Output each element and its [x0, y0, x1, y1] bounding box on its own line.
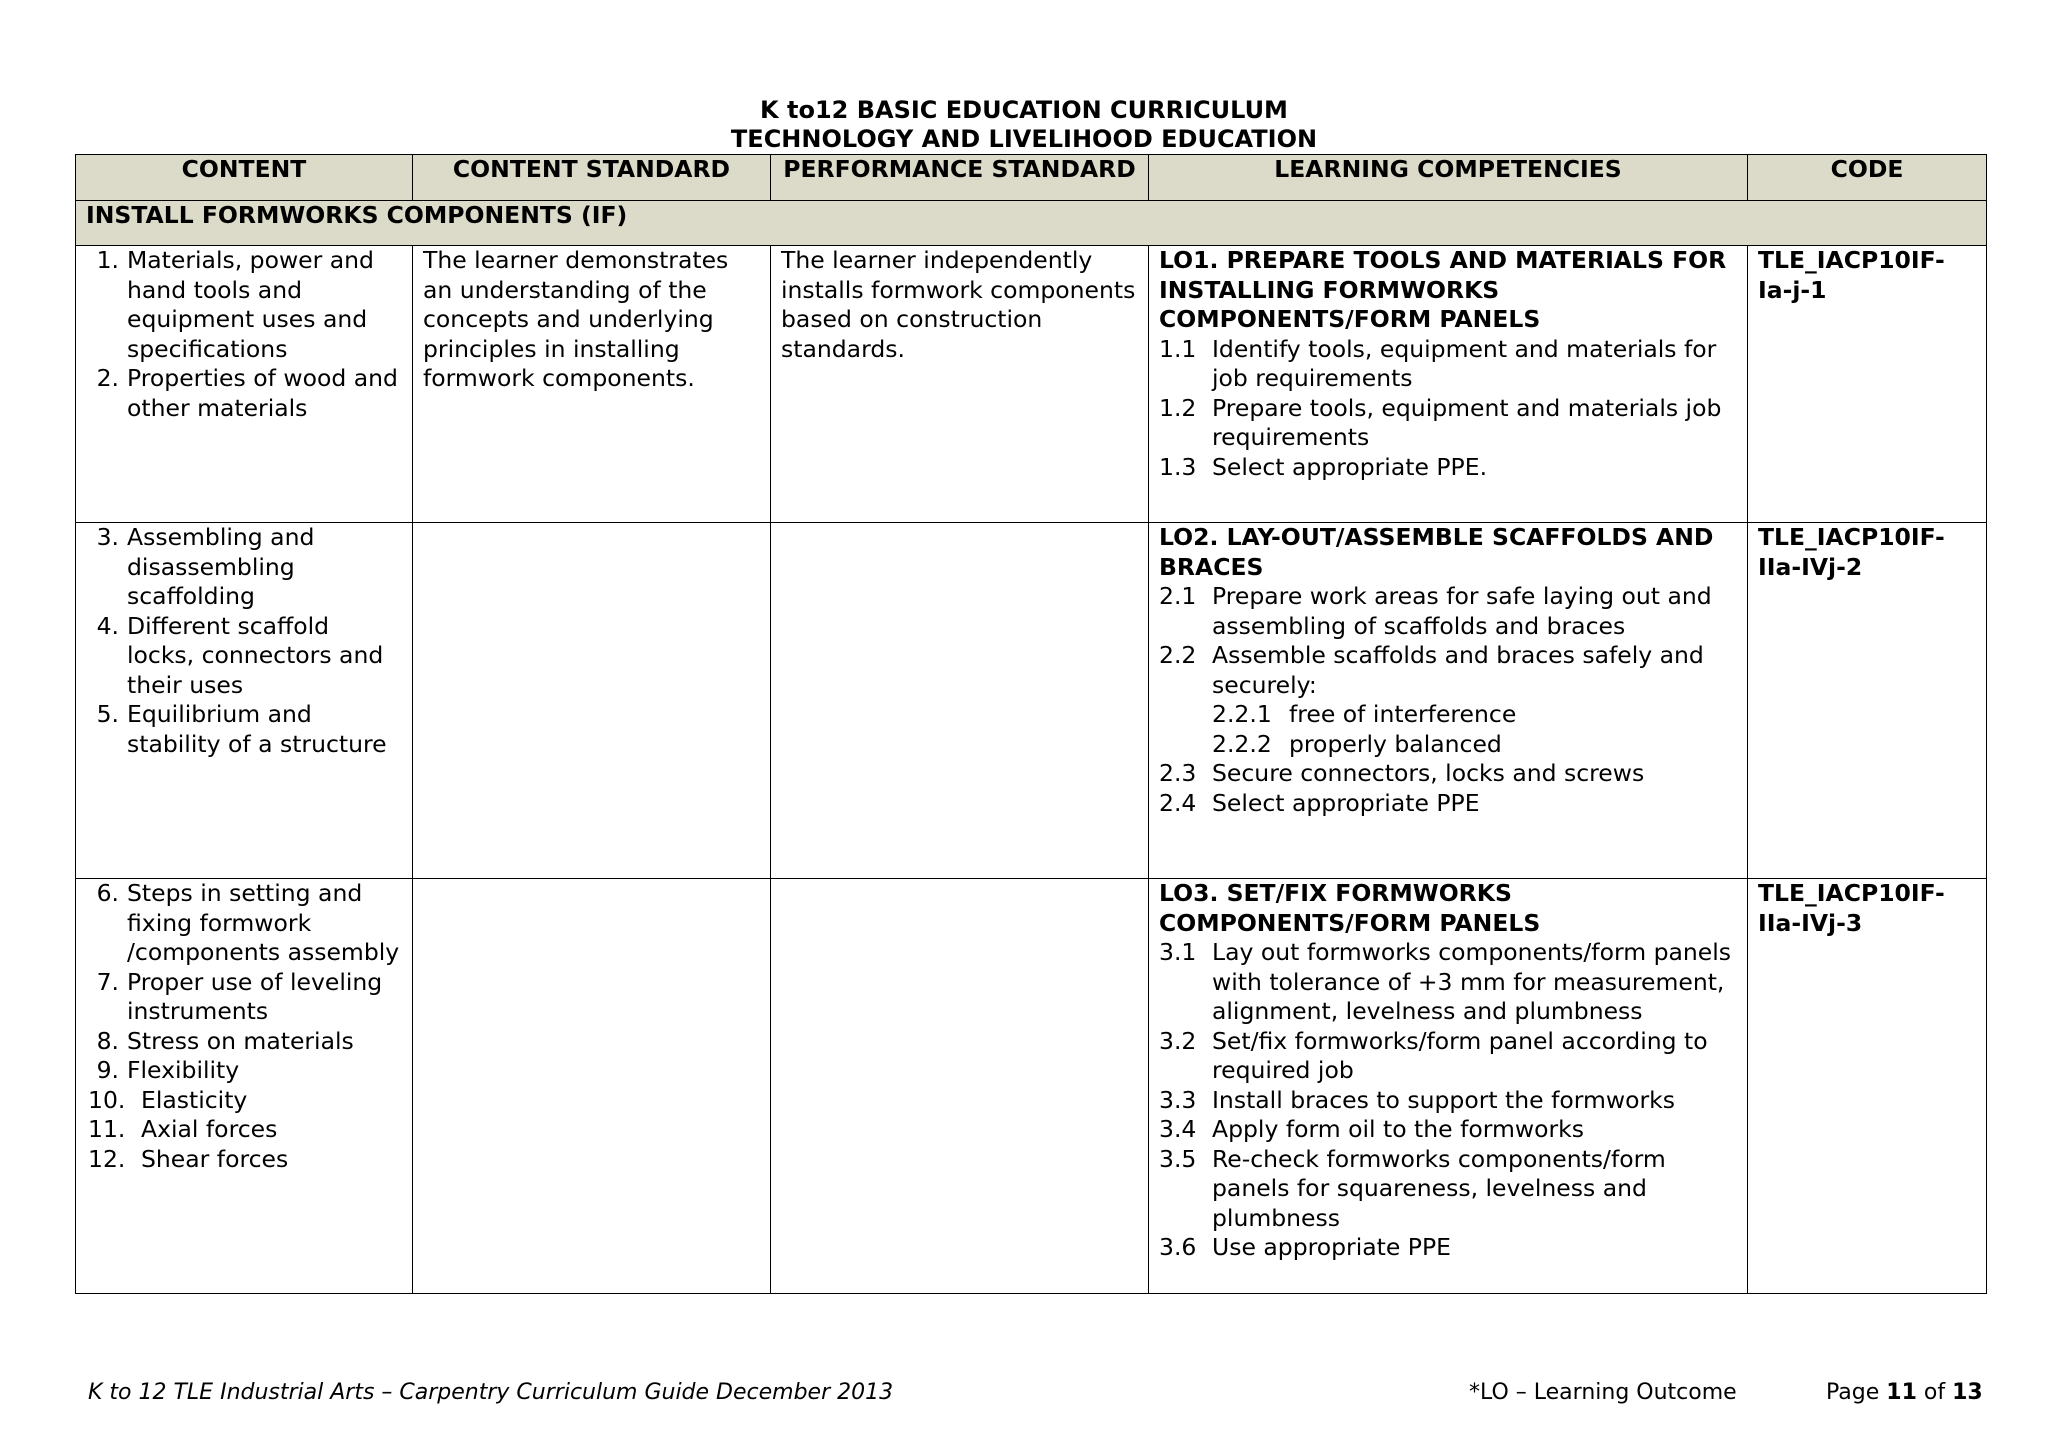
col-header-learning-competencies: LEARNING COMPETENCIES — [1149, 155, 1748, 201]
header-row — [76, 155, 1987, 201]
competency-item: 3.3 Install braces to support the formworks — [1159, 1085, 1675, 1114]
code-cell: TLE_IACP10IF-IIa-IVj-3 — [1748, 879, 1987, 1294]
curriculum-title: K to12 BASIC EDUCATION CURRICULUM — [760, 96, 1288, 124]
competency-item: 1.1 Identify tools, equipment and materials for job requirements — [1159, 334, 1717, 392]
content-item: 8. Stress on materials — [96, 1026, 354, 1055]
lo-title: LO3. SET/FIX FORMWORKS COMPONENTS/FORM PANELS — [1159, 879, 1541, 937]
competencies-cell — [1149, 879, 1748, 1294]
performance-standard-cell — [771, 879, 1149, 1294]
content-item: 9. Flexibility — [96, 1056, 240, 1084]
content-item: 7. Proper use of leveling instruments — [96, 967, 383, 1025]
footer-lo-note: *LO – Learning Outcome — [1469, 1380, 1737, 1405]
content-cell — [76, 246, 413, 523]
competency-item: 3.5 Re-check formworks components/form panels for squareness, levelness and plumbness — [1159, 1144, 1666, 1232]
col-header-code: CODE — [1748, 155, 1987, 201]
competency-item: 1.3 Select appropriate PPE. — [1159, 452, 1488, 481]
content-item: 12. Shear forces — [88, 1144, 289, 1173]
content-cell — [76, 523, 413, 879]
competency-item: 3.1 Lay out formworks components/form panels with tolerance of +3 mm for measurement, alignment, levelness and plumbness — [1159, 938, 1732, 1025]
table-row — [76, 879, 1987, 1294]
content-item: 1. Materials, power and hand tools and equipment uses and specifications — [96, 246, 374, 363]
content-standard-cell: The learner demonstrates an understanding of the concepts and underlying principles in installing formwork components. — [413, 246, 771, 523]
col-header-content-standard: CONTENT STANDARD — [413, 155, 771, 201]
competency-item: 2.1 Prepare work areas for safe laying out and assembling of scaffolds and braces — [1159, 582, 1712, 640]
code-cell: TLE_IACP10IF-IIa-IVj-2 — [1748, 523, 1987, 879]
competency-item: 3.2 Set/fix formworks/form panel according to required job — [1159, 1026, 1708, 1084]
table-row — [76, 246, 1987, 523]
subject-title: TECHNOLOGY AND LIVELIHOOD EDUCATION — [730, 125, 1318, 153]
performance-standard-cell — [771, 523, 1149, 879]
competency-item: 3.6 Use appropriate PPE — [1159, 1233, 1451, 1261]
content-item: 10. Elasticity — [88, 1085, 248, 1114]
competency-subitem: 2.2.1 free of interference — [1212, 700, 1517, 728]
competency-item: 3.4 Apply form oil to the formworks — [1159, 1115, 1584, 1143]
lo-title: LO1. PREPARE TOOLS AND MATERIALS FOR INSTALLING FORMWORKS COMPONENTS/FORM PANELS — [1159, 246, 1727, 333]
content-item: 2. Properties of wood and other materials — [96, 364, 398, 422]
content-item: 6. Steps in setting and fixing formwork /components assembly — [96, 879, 400, 966]
curriculum-table — [75, 154, 1987, 1294]
content-standard-cell — [413, 523, 771, 879]
section-title: INSTALL FORMWORKS COMPONENTS (IF) — [76, 201, 1987, 246]
competencies-cell — [1149, 246, 1748, 523]
content-cell — [76, 879, 413, 1294]
competency-item: 2.3 Secure connectors, locks and screws — [1159, 759, 1645, 787]
competency-item: 1.2 Prepare tools, equipment and materials job requirements — [1159, 393, 1722, 451]
content-item: 4. Different scaffold locks, connectors and their uses — [96, 611, 384, 699]
content-item: 11. Axial forces — [88, 1115, 278, 1143]
col-header-content: CONTENT — [76, 155, 413, 201]
content-standard-cell — [413, 879, 771, 1294]
competencies-cell — [1149, 523, 1748, 879]
competency-subitem: 2.2.2 properly balanced — [1212, 729, 1502, 758]
table-row — [76, 523, 1987, 879]
performance-standard-cell: The learner independently installs formwork components based on construction standards. — [771, 246, 1149, 523]
competency-item: 2.2 Assemble scaffolds and braces safely and securely: — [1159, 641, 1704, 699]
content-item: 5. Equilibrium and stability of a structure — [96, 700, 387, 758]
competency-item: 2.4 Select appropriate PPE — [1159, 788, 1480, 817]
lo-title: LO2. LAY-OUT/ASSEMBLE SCAFFOLDS AND BRACES — [1159, 523, 1714, 581]
footer-page-number: Page 11 of 13 — [1826, 1380, 1983, 1405]
footer-guide-title: K to 12 TLE Industrial Arts – Carpentry Curriculum Guide December 2013 — [88, 1380, 894, 1405]
section-row — [76, 201, 1987, 246]
code-cell: TLE_IACP10IF-Ia-j-1 — [1748, 246, 1987, 523]
content-item: 3. Assembling and disassembling scaffolding — [96, 523, 315, 610]
col-header-performance-standard: PERFORMANCE STANDARD — [771, 155, 1149, 201]
